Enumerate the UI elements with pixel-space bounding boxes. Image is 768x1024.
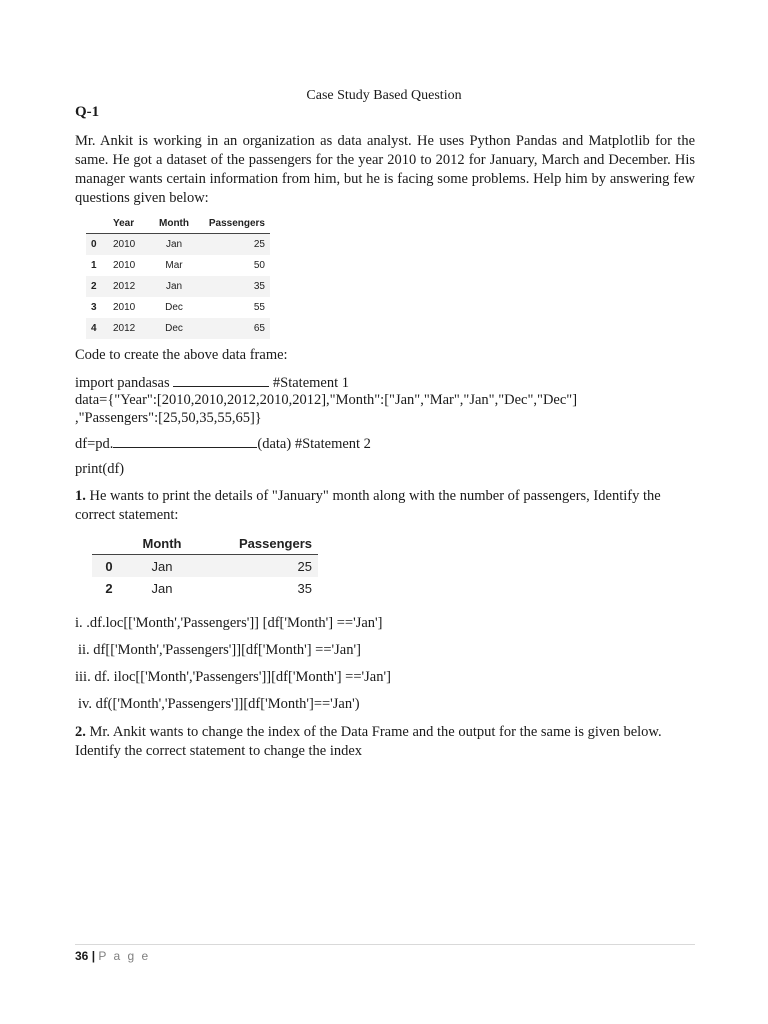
cell-month: Jan: [151, 558, 173, 574]
page-number: 36: [75, 949, 89, 963]
index-header: [92, 532, 126, 555]
table-row: [86, 234, 270, 256]
cell-month: Jan: [165, 281, 183, 292]
column-header: Passengers: [198, 213, 270, 234]
cell-passengers: 65: [253, 323, 265, 334]
df-suffix: (data) #Statement 2: [257, 436, 371, 452]
footer-separator: |: [88, 949, 99, 963]
page-word: P a g e: [98, 949, 151, 963]
cell-year: 2010: [113, 239, 136, 250]
code-print-line: print(df): [75, 461, 125, 477]
intro-paragraph: Mr. Ankit is working in an organization as data analyst. He uses Python Pandas and Matplotlib for the same. He got a dataset of the passengers for the year 2010 to 2012 for January, March and December. His manager wants certain information from him, but he is facing some problems. Help him by answering few questions given below:: [75, 133, 695, 206]
cell-month: Mar: [165, 260, 183, 271]
code-data-line-2: ,"Passengers":[25,50,35,55,65]}: [75, 410, 262, 426]
table-header-row: [86, 213, 270, 234]
statement-1-blank: [173, 373, 269, 387]
row-index: 3: [91, 302, 97, 313]
code-caption: Code to create the above data frame:: [75, 347, 288, 363]
question-1: [75, 487, 695, 525]
df-prefix: df=pd.: [75, 436, 114, 452]
option-ii: ii. df[['Month','Passengers']][df['Month'] =='Jan']: [78, 642, 361, 658]
cell-month: Jan: [165, 239, 183, 250]
index-header: [86, 213, 108, 234]
row-index: 2: [105, 580, 113, 596]
table-header-row: [92, 532, 318, 555]
import-prefix: import pandasas: [75, 375, 170, 391]
question-2-text: Mr. Ankit wants to change the index of the Data Frame and the output for the same is given below. Identify the correct statement to change the index: [75, 724, 662, 759]
dataframe-table-1: [86, 213, 270, 339]
table-row: [86, 276, 270, 297]
code-import-line: [75, 373, 349, 393]
row-index: 2: [91, 281, 97, 292]
column-header: Passengers: [198, 532, 318, 555]
page-footer: [75, 949, 150, 963]
cell-passengers: 35: [253, 281, 265, 292]
option-iii: iii. df. iloc[['Month','Passengers']][df['Month'] =='Jan']: [75, 669, 391, 685]
question-number: Q-1: [75, 104, 100, 120]
cell-passengers: 25: [253, 239, 265, 250]
cell-passengers: 25: [297, 558, 312, 574]
option-iv: iv. df(['Month','Passengers']][df['Month']=='Jan'): [78, 696, 360, 712]
question-1-number: 1.: [75, 488, 86, 504]
import-suffix: #Statement 1: [269, 375, 350, 391]
table-row: [86, 318, 270, 339]
code-data-line-1: data={"Year":[2010,2010,2012,2010,2012],"Month":["Jan","Mar","Jan","Dec","Dec"]: [75, 392, 578, 408]
table-row: [86, 255, 270, 276]
row-index: 0: [105, 558, 113, 574]
cell-passengers: 55: [253, 302, 265, 313]
question-2-number: 2.: [75, 724, 86, 740]
column-header: Year: [108, 213, 150, 234]
row-index: 4: [91, 323, 97, 334]
question-2: [75, 723, 695, 761]
option-i: i. .df.loc[['Month','Passengers']] [df['Month'] =='Jan']: [75, 615, 383, 631]
cell-month: Jan: [151, 580, 173, 596]
column-header: Month: [126, 532, 198, 555]
cell-passengers: 50: [253, 260, 265, 271]
footer-divider: [75, 944, 695, 945]
row-index: 0: [91, 239, 97, 250]
row-index: 1: [91, 260, 97, 271]
cell-year: 2010: [113, 260, 136, 271]
table-row: [92, 577, 318, 599]
code-df-line: [75, 434, 371, 454]
column-header: Month: [150, 213, 198, 234]
cell-year: 2010: [113, 302, 136, 313]
cell-month: Dec: [165, 323, 183, 334]
table-row: [92, 555, 318, 578]
dataframe-table-2: [92, 532, 318, 599]
cell-year: 2012: [113, 281, 136, 292]
cell-passengers: 35: [297, 580, 312, 596]
statement-2-blank: [113, 434, 257, 448]
cell-month: Dec: [165, 302, 183, 313]
table-row: [86, 297, 270, 318]
page-heading: Case Study Based Question: [306, 88, 462, 103]
cell-year: 2012: [113, 323, 136, 334]
question-1-text: He wants to print the details of "January" month along with the number of passengers, Identify the correct statement:: [75, 488, 661, 523]
